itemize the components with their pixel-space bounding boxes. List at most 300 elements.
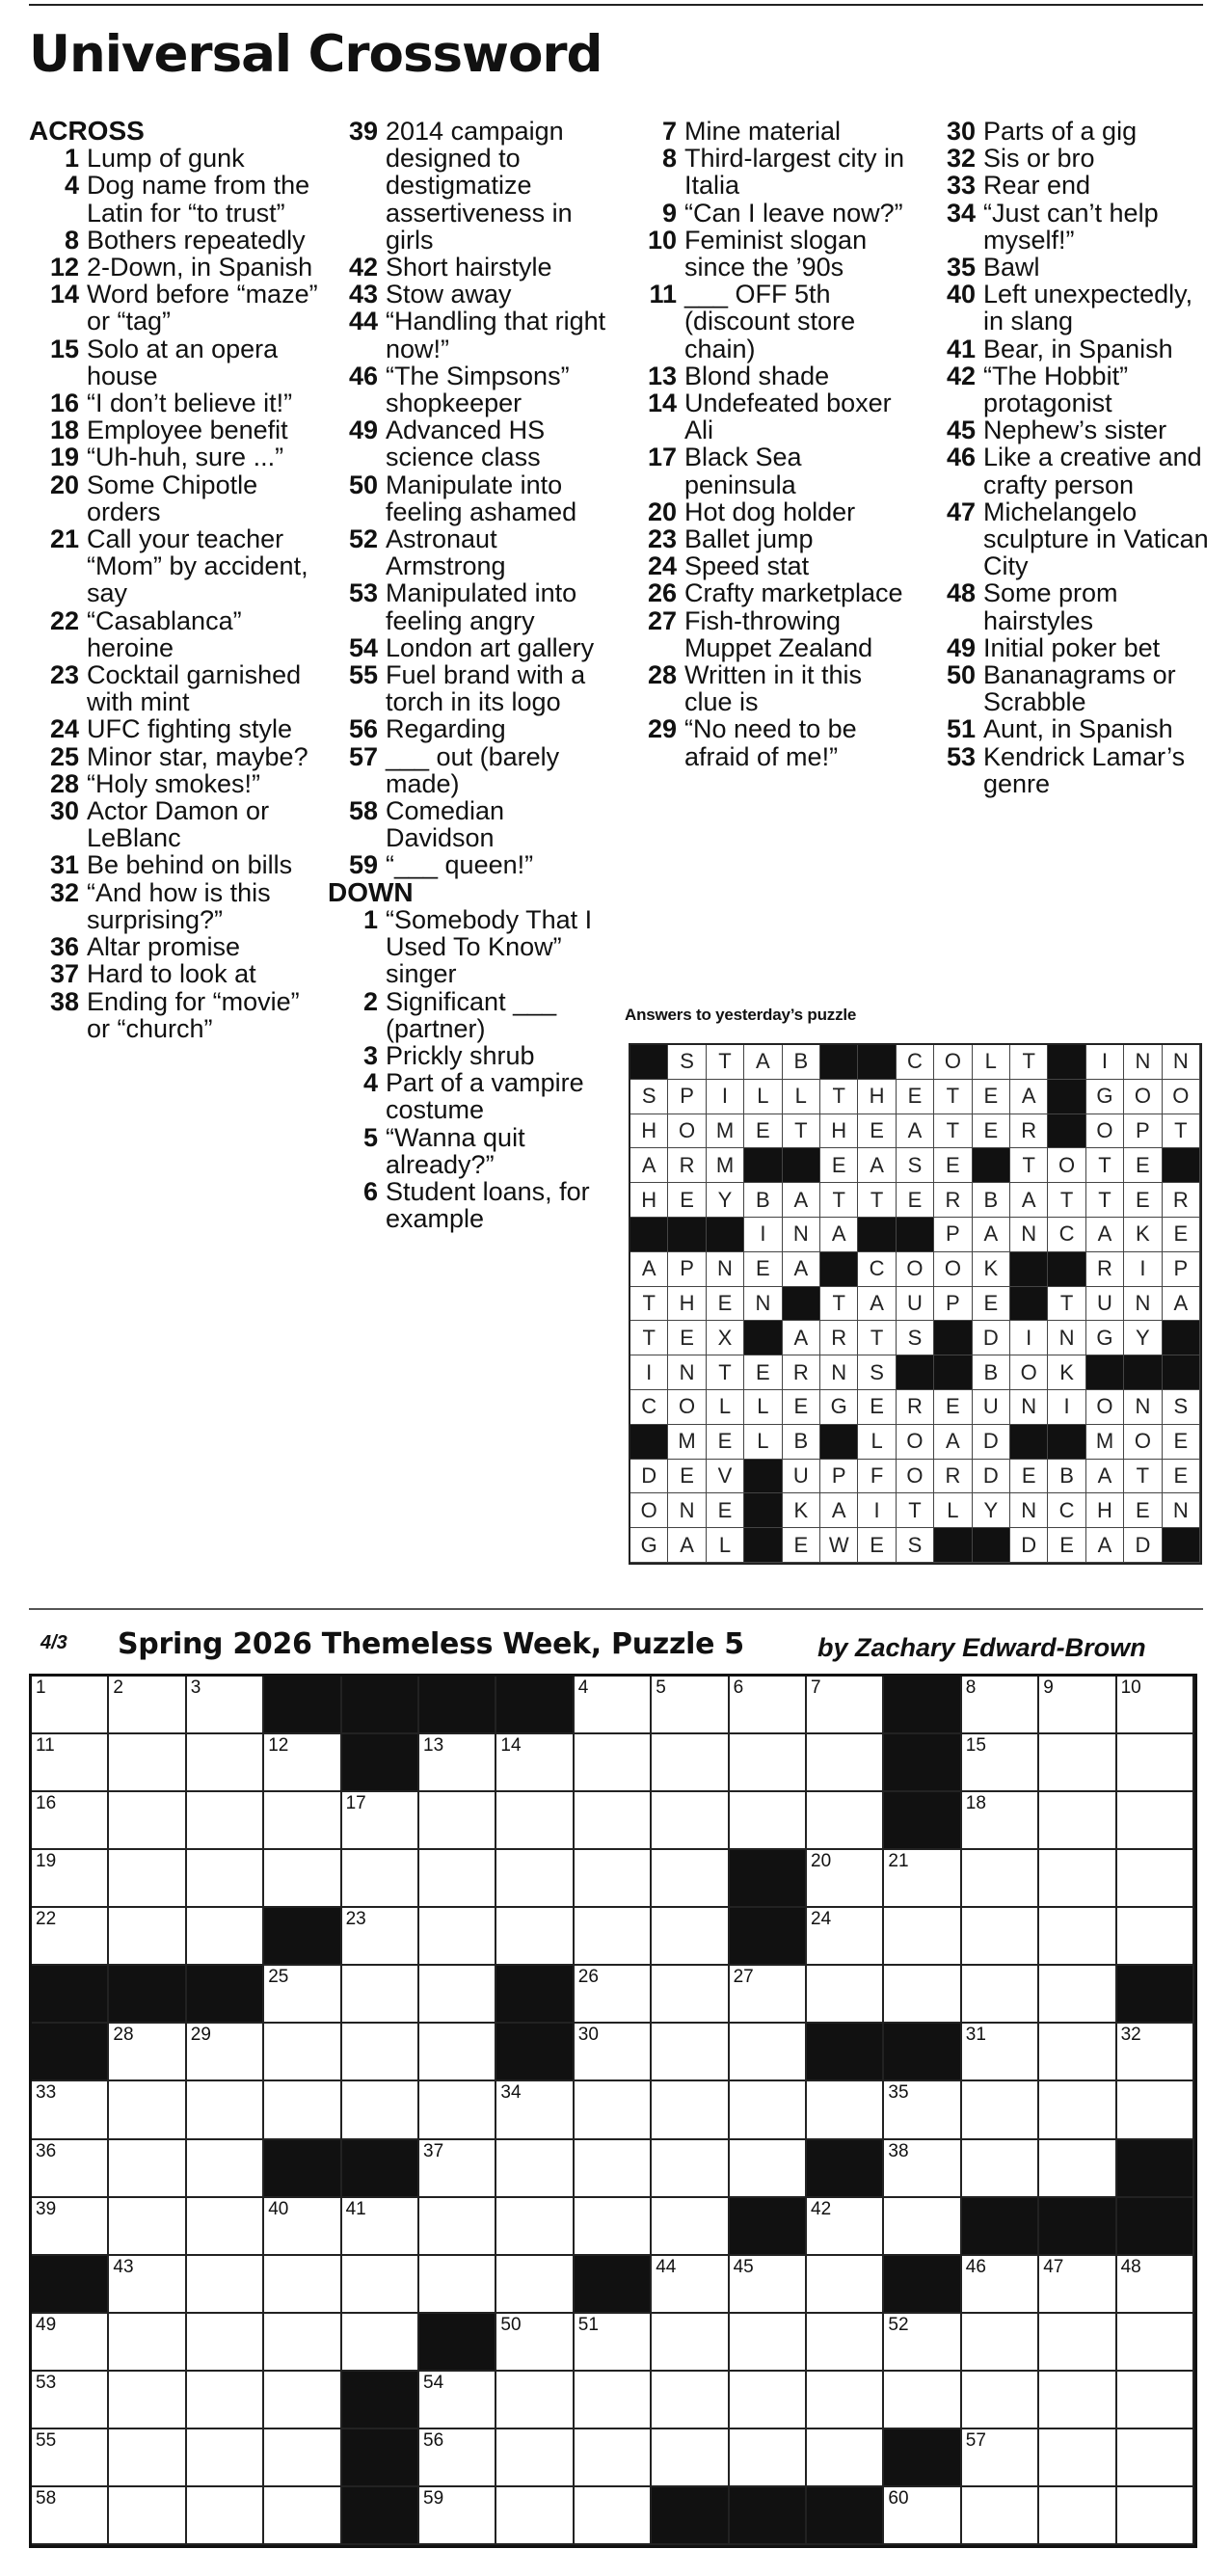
grid-cell[interactable] bbox=[884, 2198, 961, 2256]
grid-cell[interactable] bbox=[1039, 2081, 1116, 2139]
grid-cell[interactable] bbox=[1039, 1850, 1116, 1908]
clue-number: 26 bbox=[647, 578, 677, 608]
answer-black-cell bbox=[1010, 1252, 1048, 1287]
grid-cell[interactable] bbox=[109, 1677, 186, 1734]
answer-cell: U bbox=[897, 1287, 934, 1322]
grid-cell[interactable] bbox=[187, 2198, 264, 2256]
grid-cell[interactable] bbox=[1117, 2314, 1194, 2372]
grid-cell[interactable] bbox=[1039, 1734, 1116, 1792]
answer-cell: T bbox=[897, 1493, 934, 1528]
grid-cell[interactable] bbox=[496, 2372, 574, 2429]
clue-text: Advanced HS science class bbox=[386, 416, 546, 472]
grid-cell[interactable] bbox=[1117, 1734, 1194, 1792]
answer-cell: I bbox=[1010, 1321, 1048, 1355]
grid-cell[interactable] bbox=[962, 1677, 1039, 1734]
cell-number: 50 bbox=[500, 2314, 522, 2335]
grid-cell[interactable] bbox=[962, 2314, 1039, 2372]
answer-black-cell bbox=[630, 1045, 668, 1080]
grid-cell[interactable] bbox=[1117, 1908, 1194, 1966]
answer-cell: L bbox=[934, 1493, 972, 1528]
grid-cell[interactable] bbox=[1117, 1850, 1194, 1908]
black-square bbox=[342, 2140, 419, 2198]
clue-number: 24 bbox=[647, 551, 677, 581]
answer-black-cell bbox=[1048, 1114, 1085, 1149]
grid-cell[interactable] bbox=[264, 2372, 341, 2429]
answer-cell: T bbox=[1086, 1148, 1124, 1183]
grid-cell[interactable] bbox=[187, 1908, 264, 1966]
clue-item bbox=[328, 1124, 617, 1178]
grid-cell[interactable] bbox=[807, 1966, 884, 2024]
clue-text: Third-largest city in Italia bbox=[684, 144, 905, 201]
clue-item bbox=[627, 443, 916, 497]
cell-number: 59 bbox=[423, 2487, 444, 2509]
black-square bbox=[962, 2198, 1039, 2256]
clue-text: ___ OFF 5th (discount store chain) bbox=[684, 280, 856, 363]
clue-text: Hot dog holder bbox=[684, 496, 856, 526]
clue-number: 28 bbox=[49, 768, 79, 798]
grid-cell[interactable] bbox=[419, 2024, 496, 2081]
grid-cell[interactable] bbox=[109, 1908, 186, 1966]
cell-number: 20 bbox=[811, 1851, 832, 1872]
grid-cell[interactable] bbox=[264, 1734, 341, 1792]
clue-number: 49 bbox=[946, 632, 976, 662]
grid-cell[interactable] bbox=[32, 1792, 109, 1850]
answer-black-cell bbox=[1163, 1528, 1200, 1563]
grid-cell[interactable] bbox=[1117, 2487, 1194, 2545]
grid-cell[interactable] bbox=[730, 1966, 807, 2024]
grid-cell[interactable] bbox=[652, 1734, 729, 1792]
clue-number: 24 bbox=[49, 714, 79, 744]
grid-cell[interactable] bbox=[652, 2314, 729, 2372]
grid-cell[interactable] bbox=[807, 2081, 884, 2139]
answer-cell: M bbox=[668, 1425, 706, 1460]
grid-cell[interactable] bbox=[342, 1908, 419, 1966]
clue-number: 16 bbox=[49, 389, 79, 418]
grid-cell[interactable] bbox=[419, 2081, 496, 2139]
clue-item bbox=[29, 416, 318, 443]
answer-cell: E bbox=[1124, 1148, 1162, 1183]
grid-cell[interactable] bbox=[419, 1792, 496, 1850]
grid-cell[interactable] bbox=[419, 2487, 496, 2545]
grid-cell[interactable] bbox=[652, 1677, 729, 1734]
grid-cell[interactable] bbox=[730, 2140, 807, 2198]
grid-cell[interactable] bbox=[884, 1850, 961, 1908]
grid-cell[interactable] bbox=[1117, 1792, 1194, 1850]
grid-cell[interactable] bbox=[419, 1734, 496, 1792]
clue-text: Written in it this clue is bbox=[684, 660, 863, 717]
grid-cell[interactable] bbox=[1039, 2429, 1116, 2487]
grid-cell[interactable] bbox=[652, 1966, 729, 2024]
clue-number: 41 bbox=[946, 334, 976, 363]
grid-cell[interactable] bbox=[1117, 2429, 1194, 2487]
grid-cell[interactable] bbox=[962, 2487, 1039, 2545]
answer-cell: N bbox=[1124, 1390, 1162, 1425]
grid-cell[interactable] bbox=[962, 2024, 1039, 2081]
grid-cell[interactable] bbox=[419, 2429, 496, 2487]
answer-cell: N bbox=[1010, 1218, 1048, 1252]
answer-cell: H bbox=[630, 1183, 668, 1218]
clue-number: 9 bbox=[661, 198, 677, 228]
clue-item bbox=[29, 743, 318, 770]
grid-cell[interactable] bbox=[109, 1850, 186, 1908]
grid-cell[interactable] bbox=[1117, 2081, 1194, 2139]
answer-cell: B bbox=[1048, 1460, 1085, 1494]
grid-cell[interactable] bbox=[187, 1677, 264, 1734]
grid-cell[interactable] bbox=[32, 2429, 109, 2487]
grid-cell[interactable] bbox=[575, 2081, 652, 2139]
grid-cell[interactable] bbox=[730, 1792, 807, 1850]
answer-cell: B bbox=[783, 1425, 820, 1460]
answer-cell: R bbox=[820, 1321, 858, 1355]
answer-cell: T bbox=[1048, 1183, 1085, 1218]
answer-cell: R bbox=[1010, 1114, 1048, 1149]
answer-cell: E bbox=[1048, 1528, 1085, 1563]
grid-cell[interactable] bbox=[652, 1792, 729, 1850]
grid-cell[interactable] bbox=[187, 2140, 264, 2198]
answer-cell: K bbox=[783, 1493, 820, 1528]
cell-number: 47 bbox=[1043, 2256, 1064, 2277]
answer-cell: Y bbox=[973, 1493, 1010, 1528]
grid-cell[interactable] bbox=[419, 1966, 496, 2024]
grid-cell[interactable] bbox=[652, 1908, 729, 1966]
clue-text: Call your teacher “Mom” by accident, say bbox=[87, 524, 308, 608]
answer-cell: C bbox=[630, 1390, 668, 1425]
clue-text: “Somebody That I Used To Know” singer bbox=[386, 904, 593, 989]
cell-number: 33 bbox=[36, 2082, 57, 2104]
grid-cell[interactable] bbox=[1039, 2372, 1116, 2429]
grid-cell[interactable] bbox=[575, 2198, 652, 2256]
grid-cell[interactable] bbox=[264, 1966, 341, 2024]
grid-cell[interactable] bbox=[652, 1850, 729, 1908]
clue-column-3 bbox=[627, 118, 916, 770]
answer-cell: N bbox=[668, 1355, 706, 1390]
clue-number: 17 bbox=[647, 443, 677, 472]
grid-cell[interactable] bbox=[962, 1966, 1039, 2024]
grid-cell[interactable] bbox=[419, 2140, 496, 2198]
grid-cell[interactable] bbox=[187, 2372, 264, 2429]
grid-cell[interactable] bbox=[575, 2487, 652, 2545]
grid-cell[interactable] bbox=[575, 2429, 652, 2487]
clue-number: 22 bbox=[49, 605, 79, 635]
puzzle-date: 4/3 bbox=[40, 1632, 67, 1653]
grid-cell[interactable] bbox=[496, 2081, 574, 2139]
grid-cell[interactable] bbox=[575, 1677, 652, 1734]
grid-cell[interactable] bbox=[962, 1734, 1039, 1792]
answer-cell: L bbox=[707, 1528, 744, 1563]
grid-cell[interactable] bbox=[575, 2314, 652, 2372]
grid-cell[interactable] bbox=[32, 2198, 109, 2256]
grid-cell[interactable] bbox=[342, 1792, 419, 1850]
clue-item bbox=[627, 661, 916, 715]
answer-cell: V bbox=[707, 1460, 744, 1494]
clue-item bbox=[328, 525, 617, 579]
grid-cell[interactable] bbox=[342, 2081, 419, 2139]
black-square bbox=[575, 2256, 652, 2314]
answer-cell: O bbox=[668, 1390, 706, 1425]
cell-number: 45 bbox=[733, 2256, 754, 2277]
grid-cell[interactable] bbox=[1117, 2024, 1194, 2081]
answer-cell: G bbox=[1086, 1321, 1124, 1355]
grid-cell[interactable] bbox=[342, 2256, 419, 2314]
answer-cell: A bbox=[858, 1287, 896, 1322]
clue-text: Black Sea peninsula bbox=[684, 443, 802, 499]
grid-cell[interactable] bbox=[264, 2314, 341, 2372]
grid-cell[interactable] bbox=[1039, 1966, 1116, 2024]
grid-cell[interactable] bbox=[652, 2024, 729, 2081]
grid-cell[interactable] bbox=[575, 1792, 652, 1850]
answer-cell: I bbox=[1086, 1045, 1124, 1080]
grid-cell[interactable] bbox=[496, 2487, 574, 2545]
grid-cell[interactable] bbox=[884, 2140, 961, 2198]
answer-cell: R bbox=[934, 1460, 972, 1494]
cell-number: 9 bbox=[1043, 1677, 1054, 1698]
grid-cell[interactable] bbox=[1117, 2256, 1194, 2314]
grid-cell[interactable] bbox=[496, 2140, 574, 2198]
grid-cell[interactable] bbox=[109, 2487, 186, 2545]
answer-cell: N bbox=[820, 1355, 858, 1390]
grid-cell[interactable] bbox=[1117, 1677, 1194, 1734]
grid-cell[interactable] bbox=[730, 2429, 807, 2487]
grid-cell[interactable] bbox=[652, 2429, 729, 2487]
grid-cell[interactable] bbox=[109, 2314, 186, 2372]
grid-cell[interactable] bbox=[109, 2372, 186, 2429]
answer-cell: E bbox=[897, 1183, 934, 1218]
grid-cell[interactable] bbox=[652, 2372, 729, 2429]
answer-black-cell bbox=[934, 1528, 972, 1563]
grid-cell[interactable] bbox=[264, 2487, 341, 2545]
grid-cell[interactable] bbox=[342, 2024, 419, 2081]
grid-cell[interactable] bbox=[884, 1966, 961, 2024]
grid-cell[interactable] bbox=[496, 1908, 574, 1966]
grid-cell[interactable] bbox=[807, 1734, 884, 1792]
grid-cell[interactable] bbox=[962, 2256, 1039, 2314]
grid-cell[interactable] bbox=[32, 1734, 109, 1792]
answer-cell: A bbox=[973, 1218, 1010, 1252]
grid-cell[interactable] bbox=[419, 2372, 496, 2429]
grid-cell[interactable] bbox=[1039, 2314, 1116, 2372]
grid-cell[interactable] bbox=[187, 2314, 264, 2372]
clue-text: Some Chipotle orders bbox=[87, 470, 258, 526]
grid-cell[interactable] bbox=[187, 1792, 264, 1850]
grid-cell[interactable] bbox=[109, 1734, 186, 1792]
grid-cell[interactable] bbox=[264, 2024, 341, 2081]
cell-number: 37 bbox=[423, 2140, 444, 2161]
grid-cell[interactable] bbox=[419, 2256, 496, 2314]
grid-cell[interactable] bbox=[652, 2198, 729, 2256]
grid-cell[interactable] bbox=[264, 1792, 341, 1850]
cell-number: 60 bbox=[888, 2487, 909, 2509]
grid-cell[interactable] bbox=[575, 2140, 652, 2198]
grid-cell[interactable] bbox=[807, 1850, 884, 1908]
puzzle-grid bbox=[29, 1674, 1197, 2548]
clue-text: “Casablanca” heroine bbox=[87, 605, 242, 662]
clue-item bbox=[29, 607, 318, 661]
grid-cell[interactable] bbox=[1117, 2372, 1194, 2429]
grid-cell[interactable] bbox=[342, 2198, 419, 2256]
clue-number: 40 bbox=[946, 280, 976, 309]
grid-cell[interactable] bbox=[962, 2081, 1039, 2139]
grid-cell[interactable] bbox=[187, 2429, 264, 2487]
cell-number: 4 bbox=[577, 1677, 589, 1698]
grid-cell[interactable] bbox=[807, 2372, 884, 2429]
clue-number: 46 bbox=[348, 361, 378, 390]
grid-cell[interactable] bbox=[1039, 1792, 1116, 1850]
clue-number: 14 bbox=[49, 280, 79, 309]
grid-cell[interactable] bbox=[962, 2140, 1039, 2198]
grid-cell[interactable] bbox=[109, 2198, 186, 2256]
answer-cell: L bbox=[707, 1390, 744, 1425]
grid-cell[interactable] bbox=[807, 2256, 884, 2314]
grid-cell[interactable] bbox=[32, 1677, 109, 1734]
grid-cell[interactable] bbox=[884, 2372, 961, 2429]
clue-number: 18 bbox=[49, 416, 79, 445]
clue-item bbox=[925, 335, 1215, 362]
grid-cell[interactable] bbox=[419, 1850, 496, 1908]
grid-cell[interactable] bbox=[109, 1792, 186, 1850]
black-square bbox=[884, 2256, 961, 2314]
grid-cell[interactable] bbox=[807, 2314, 884, 2372]
grid-cell[interactable] bbox=[109, 2256, 186, 2314]
grid-cell[interactable] bbox=[575, 1966, 652, 2024]
clue-text: Lump of gunk bbox=[87, 144, 245, 174]
grid-cell[interactable] bbox=[575, 2024, 652, 2081]
grid-cell[interactable] bbox=[575, 2372, 652, 2429]
grid-cell[interactable] bbox=[496, 1792, 574, 1850]
grid-cell[interactable] bbox=[264, 2081, 341, 2139]
grid-cell[interactable] bbox=[1039, 2140, 1116, 2198]
grid-cell[interactable] bbox=[187, 2256, 264, 2314]
grid-cell[interactable] bbox=[187, 2487, 264, 2545]
answer-cell: L bbox=[783, 1080, 820, 1114]
grid-cell[interactable] bbox=[419, 1908, 496, 1966]
grid-cell[interactable] bbox=[1039, 2024, 1116, 2081]
grid-cell[interactable] bbox=[730, 2081, 807, 2139]
grid-cell[interactable] bbox=[419, 2198, 496, 2256]
grid-cell[interactable] bbox=[962, 2372, 1039, 2429]
grid-cell[interactable] bbox=[109, 2140, 186, 2198]
grid-cell[interactable] bbox=[187, 2081, 264, 2139]
grid-cell[interactable] bbox=[32, 2372, 109, 2429]
grid-cell[interactable] bbox=[496, 1850, 574, 1908]
grid-cell[interactable] bbox=[32, 1908, 109, 1966]
grid-cell[interactable] bbox=[109, 2024, 186, 2081]
grid-cell[interactable] bbox=[962, 1792, 1039, 1850]
grid-cell[interactable] bbox=[496, 2256, 574, 2314]
grid-cell[interactable] bbox=[264, 2256, 341, 2314]
grid-cell[interactable] bbox=[807, 2429, 884, 2487]
grid-cell[interactable] bbox=[496, 2429, 574, 2487]
grid-cell[interactable] bbox=[1039, 1908, 1116, 1966]
grid-cell[interactable] bbox=[652, 2256, 729, 2314]
clue-text: Bear, in Spanish bbox=[983, 334, 1173, 363]
grid-cell[interactable] bbox=[342, 1966, 419, 2024]
puzzle-title: Spring 2026 Themeless Week, Puzzle 5 bbox=[118, 1627, 744, 1661]
grid-cell[interactable] bbox=[884, 2314, 961, 2372]
grid-cell[interactable] bbox=[187, 1734, 264, 1792]
clue-number: 54 bbox=[348, 632, 378, 662]
grid-cell[interactable] bbox=[496, 2314, 574, 2372]
clue-text: Manipulated into feeling angry bbox=[386, 578, 577, 635]
grid-cell[interactable] bbox=[652, 2140, 729, 2198]
grid-cell[interactable] bbox=[32, 2314, 109, 2372]
grid-cell[interactable] bbox=[730, 2256, 807, 2314]
grid-cell[interactable] bbox=[187, 1850, 264, 1908]
cell-number: 22 bbox=[36, 1909, 57, 1930]
grid-cell[interactable] bbox=[187, 2024, 264, 2081]
grid-cell[interactable] bbox=[1039, 1677, 1116, 1734]
grid-cell[interactable] bbox=[807, 1677, 884, 1734]
clue-number: 1 bbox=[64, 144, 79, 174]
grid-cell[interactable] bbox=[264, 1850, 341, 1908]
clue-text: Bananagrams or Scrabble bbox=[983, 660, 1176, 717]
clue-number: 10 bbox=[647, 225, 677, 255]
grid-cell[interactable] bbox=[575, 1850, 652, 1908]
grid-cell[interactable] bbox=[32, 2140, 109, 2198]
cell-number: 1 bbox=[36, 1677, 46, 1698]
grid-cell[interactable] bbox=[730, 1677, 807, 1734]
answer-cell: E bbox=[707, 1425, 744, 1460]
answer-cell: B bbox=[973, 1355, 1010, 1390]
answer-cell: E bbox=[1163, 1460, 1200, 1494]
grid-cell[interactable] bbox=[962, 1850, 1039, 1908]
grid-cell[interactable] bbox=[730, 2372, 807, 2429]
clue-item bbox=[627, 389, 916, 443]
black-square bbox=[807, 2487, 884, 2545]
grid-cell[interactable] bbox=[32, 2081, 109, 2139]
grid-cell[interactable] bbox=[807, 2198, 884, 2256]
grid-cell[interactable] bbox=[962, 2429, 1039, 2487]
clue-item bbox=[627, 552, 916, 579]
grid-cell[interactable] bbox=[884, 1908, 961, 1966]
grid-cell[interactable] bbox=[730, 2314, 807, 2372]
grid-cell[interactable] bbox=[496, 2198, 574, 2256]
answer-black-cell bbox=[973, 1148, 1010, 1183]
grid-cell[interactable] bbox=[32, 2487, 109, 2545]
grid-cell[interactable] bbox=[264, 2429, 341, 2487]
clue-item bbox=[29, 227, 318, 254]
grid-cell[interactable] bbox=[109, 2081, 186, 2139]
clue-item bbox=[29, 525, 318, 607]
clue-number: 37 bbox=[49, 959, 79, 989]
grid-cell[interactable] bbox=[496, 1734, 574, 1792]
grid-cell[interactable] bbox=[1039, 2487, 1116, 2545]
grid-cell[interactable] bbox=[807, 1908, 884, 1966]
grid-cell[interactable] bbox=[884, 2487, 961, 2545]
grid-cell[interactable] bbox=[807, 1792, 884, 1850]
cell-number: 38 bbox=[888, 2140, 909, 2161]
grid-cell[interactable] bbox=[264, 2198, 341, 2256]
grid-cell[interactable] bbox=[32, 1850, 109, 1908]
answer-black-cell bbox=[1010, 1425, 1048, 1460]
grid-cell[interactable] bbox=[652, 2081, 729, 2139]
grid-cell[interactable] bbox=[730, 1734, 807, 1792]
grid-cell[interactable] bbox=[109, 2429, 186, 2487]
clue-item bbox=[29, 254, 318, 281]
grid-cell[interactable] bbox=[342, 1850, 419, 1908]
grid-cell[interactable] bbox=[884, 2081, 961, 2139]
clue-text: Undefeated boxer Ali bbox=[684, 389, 892, 445]
grid-cell[interactable] bbox=[342, 2314, 419, 2372]
grid-cell[interactable] bbox=[730, 2024, 807, 2081]
answer-cell: M bbox=[707, 1148, 744, 1183]
answer-cell: A bbox=[897, 1114, 934, 1149]
grid-cell[interactable] bbox=[575, 1908, 652, 1966]
grid-cell[interactable] bbox=[962, 1908, 1039, 1966]
grid-cell[interactable] bbox=[1039, 2256, 1116, 2314]
grid-cell[interactable] bbox=[575, 1734, 652, 1792]
clue-column-4 bbox=[925, 118, 1215, 797]
answer-cell: E bbox=[973, 1080, 1010, 1114]
